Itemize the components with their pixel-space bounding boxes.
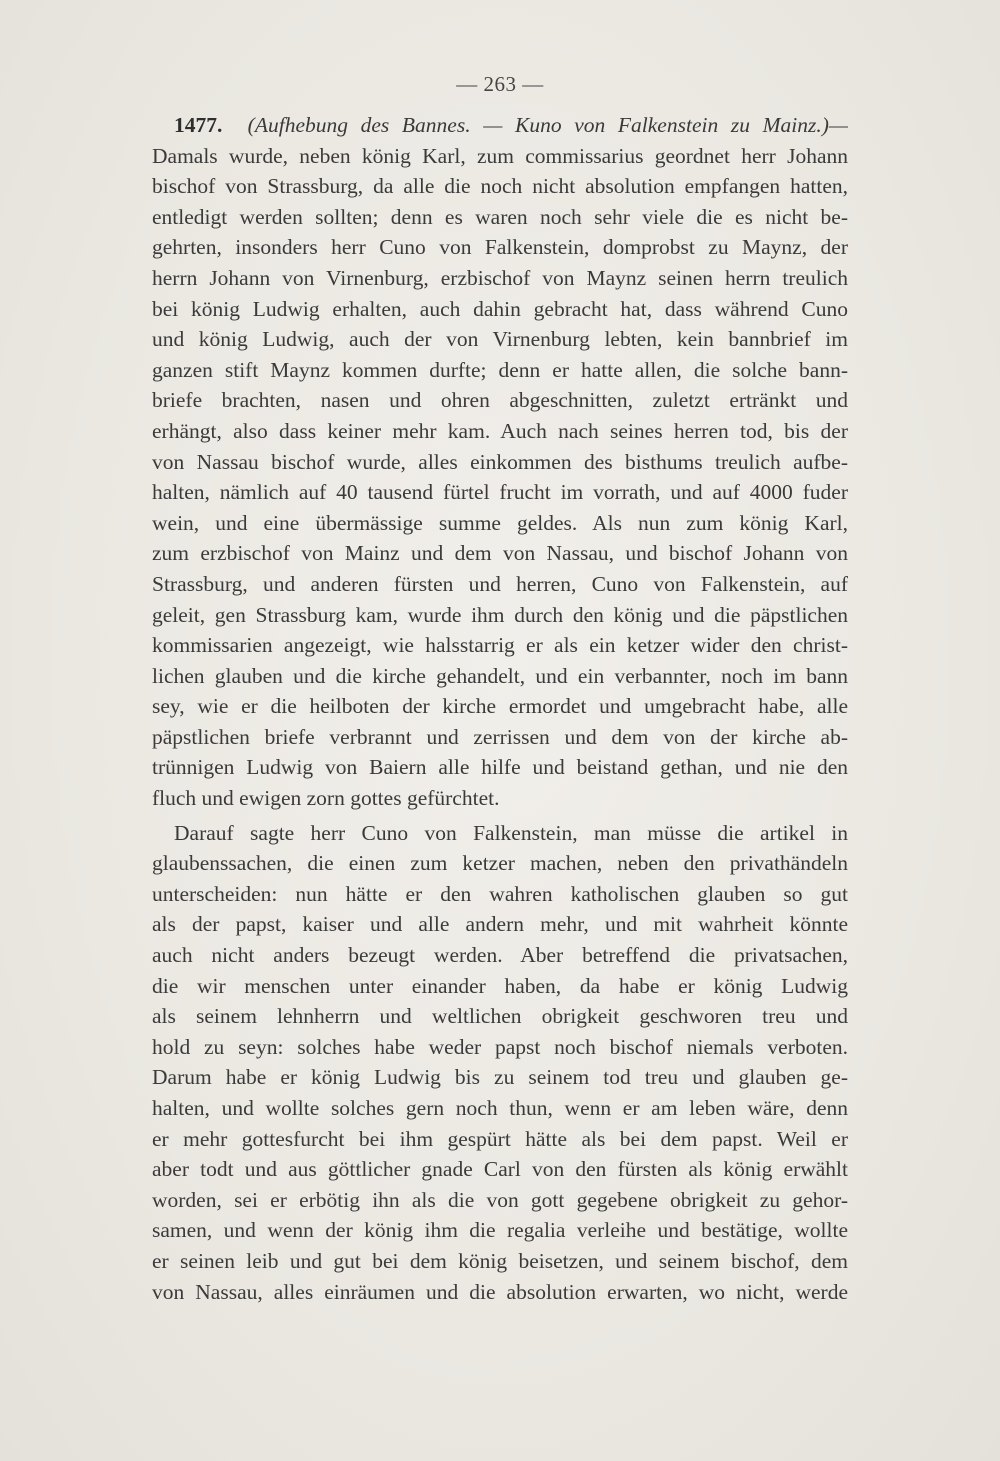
text-line: wein, und eine übermässige summe geldes. Als nun zum könig Karl,	[152, 510, 848, 535]
text-line: hold zu seyn: solches habe weder papst noch bischof niemals verboten.	[152, 1034, 848, 1059]
text-line: auch nicht anders bezeugt werden. Aber betreffend die privatsachen,	[152, 943, 848, 968]
paragraph-1	[152, 141, 848, 814]
text-line: Damals wurde, neben könig Karl, zum commissarius geordnet herr Johann	[152, 143, 848, 168]
text-line: fluch und ewigen zorn gottes gefürchtet.	[152, 786, 500, 811]
text-block	[152, 110, 848, 1307]
text-line: er seinen leib und gut bei dem könig beisetzen, und seinem bischof, dem	[152, 1248, 848, 1273]
text-line: zum erzbischof von Mainz und dem von Nassau, und bischof Johann von	[152, 541, 848, 566]
text-line: gehrten, insonders herr Cuno von Falkenstein, domprobst zu Maynz, der	[152, 235, 848, 260]
text-line: entledigt werden sollten; denn es waren noch sehr viele die es nicht be-	[152, 204, 848, 229]
text-line: und könig Ludwig, auch der von Virnenburg lebten, kein bannbrief im	[152, 327, 848, 352]
text-line: von Nassau bischof wurde, alles einkommen des bisthums treulich aufbe-	[152, 449, 848, 474]
text-line: kommissarien angezeigt, wie halsstarrig er als ein ketzer wider den christ-	[152, 633, 848, 658]
text-line: er mehr gottesfurcht bei ihm gespürt hätte als bei dem papst. Weil er	[152, 1126, 848, 1151]
text-line: bischof von Strassburg, da alle die noch nicht absolution empfangen hatten,	[152, 174, 848, 199]
text-line: Darum habe er könig Ludwig bis zu seinem tod treu und glauben ge-	[152, 1065, 848, 1090]
paragraph-2	[152, 818, 848, 1308]
text-line: briefe brachten, nasen und ohren abgeschnitten, zuletzt ertränkt und	[152, 388, 848, 413]
text-line: aber todt und aus göttlicher gnade Carl von den fürsten als könig erwählt	[152, 1157, 848, 1182]
text-line: glaubenssachen, die einen zum ketzer machen, neben den privathändeln	[152, 851, 848, 876]
section-title: (Aufhebung des Bannes. — Kuno von Falkenstein zu Mainz.)—	[247, 113, 848, 137]
text-line: als der papst, kaiser und alle andern mehr, und mit wahrheit könnte	[152, 912, 848, 937]
text-line: halten, nämlich auf 40 tausend fürtel frucht im vorrath, und auf 4000 fuder	[152, 480, 848, 505]
text-line: geleit, gen Strassburg kam, wurde ihm durch den könig und die päpstlichen	[152, 602, 848, 627]
text-line: sey, wie er die heilboten der kirche ermordet und umgebracht habe, alle	[152, 694, 848, 719]
text-line: päpstlichen briefe verbrannt und zerrissen und dem von der kirche ab-	[152, 724, 848, 749]
text-line: worden, sei er erbötig ihn als die von gott gegebene obrigkeit zu gehor-	[152, 1187, 848, 1212]
text-line: von Nassau, alles einräumen und die absolution erwarten, wo nicht, werde	[152, 1279, 848, 1304]
section-number: 1477.	[174, 113, 223, 137]
text-line: trünnigen Ludwig von Baiern alle hilfe und beistand gethan, und nie den	[152, 755, 848, 780]
text-line: lichen glauben und die kirche gehandelt, und ein verbannter, noch im bann	[152, 663, 848, 688]
text-line: bei könig Ludwig erhalten, auch dahin gebracht hat, dass während Cuno	[152, 296, 848, 321]
section-heading	[152, 110, 848, 141]
text-line: ganzen stift Maynz kommen durfte; denn er hatte allen, die solche bann-	[152, 357, 848, 382]
text-line: erhängt, also dass keiner mehr kam. Auch nach seines herren tod, bis der	[152, 418, 848, 443]
text-line: als seinem lehnherrn und weltlichen obrigkeit geschworen treu und	[152, 1004, 848, 1029]
text-line: unterscheiden: nun hätte er den wahren katholischen glauben so gut	[152, 881, 848, 906]
text-line: samen, und wenn der könig ihm die regalia verleihe und bestätige, wollte	[152, 1218, 848, 1243]
text-line: Darauf sagte herr Cuno von Falkenstein, man müsse die artikel in	[174, 820, 848, 845]
page-number: — 263 —	[456, 72, 544, 96]
text-line: Strassburg, und anderen fürsten und herren, Cuno von Falkenstein, auf	[152, 571, 848, 596]
text-line: herrn Johann von Virnenburg, erzbischof von Maynz seinen herrn treulich	[152, 265, 848, 290]
text-line: halten, und wollte solches gern noch thun, wenn er am leben wäre, denn	[152, 1096, 848, 1120]
text-line: die wir menschen unter einander haben, da habe er könig Ludwig	[152, 973, 848, 998]
